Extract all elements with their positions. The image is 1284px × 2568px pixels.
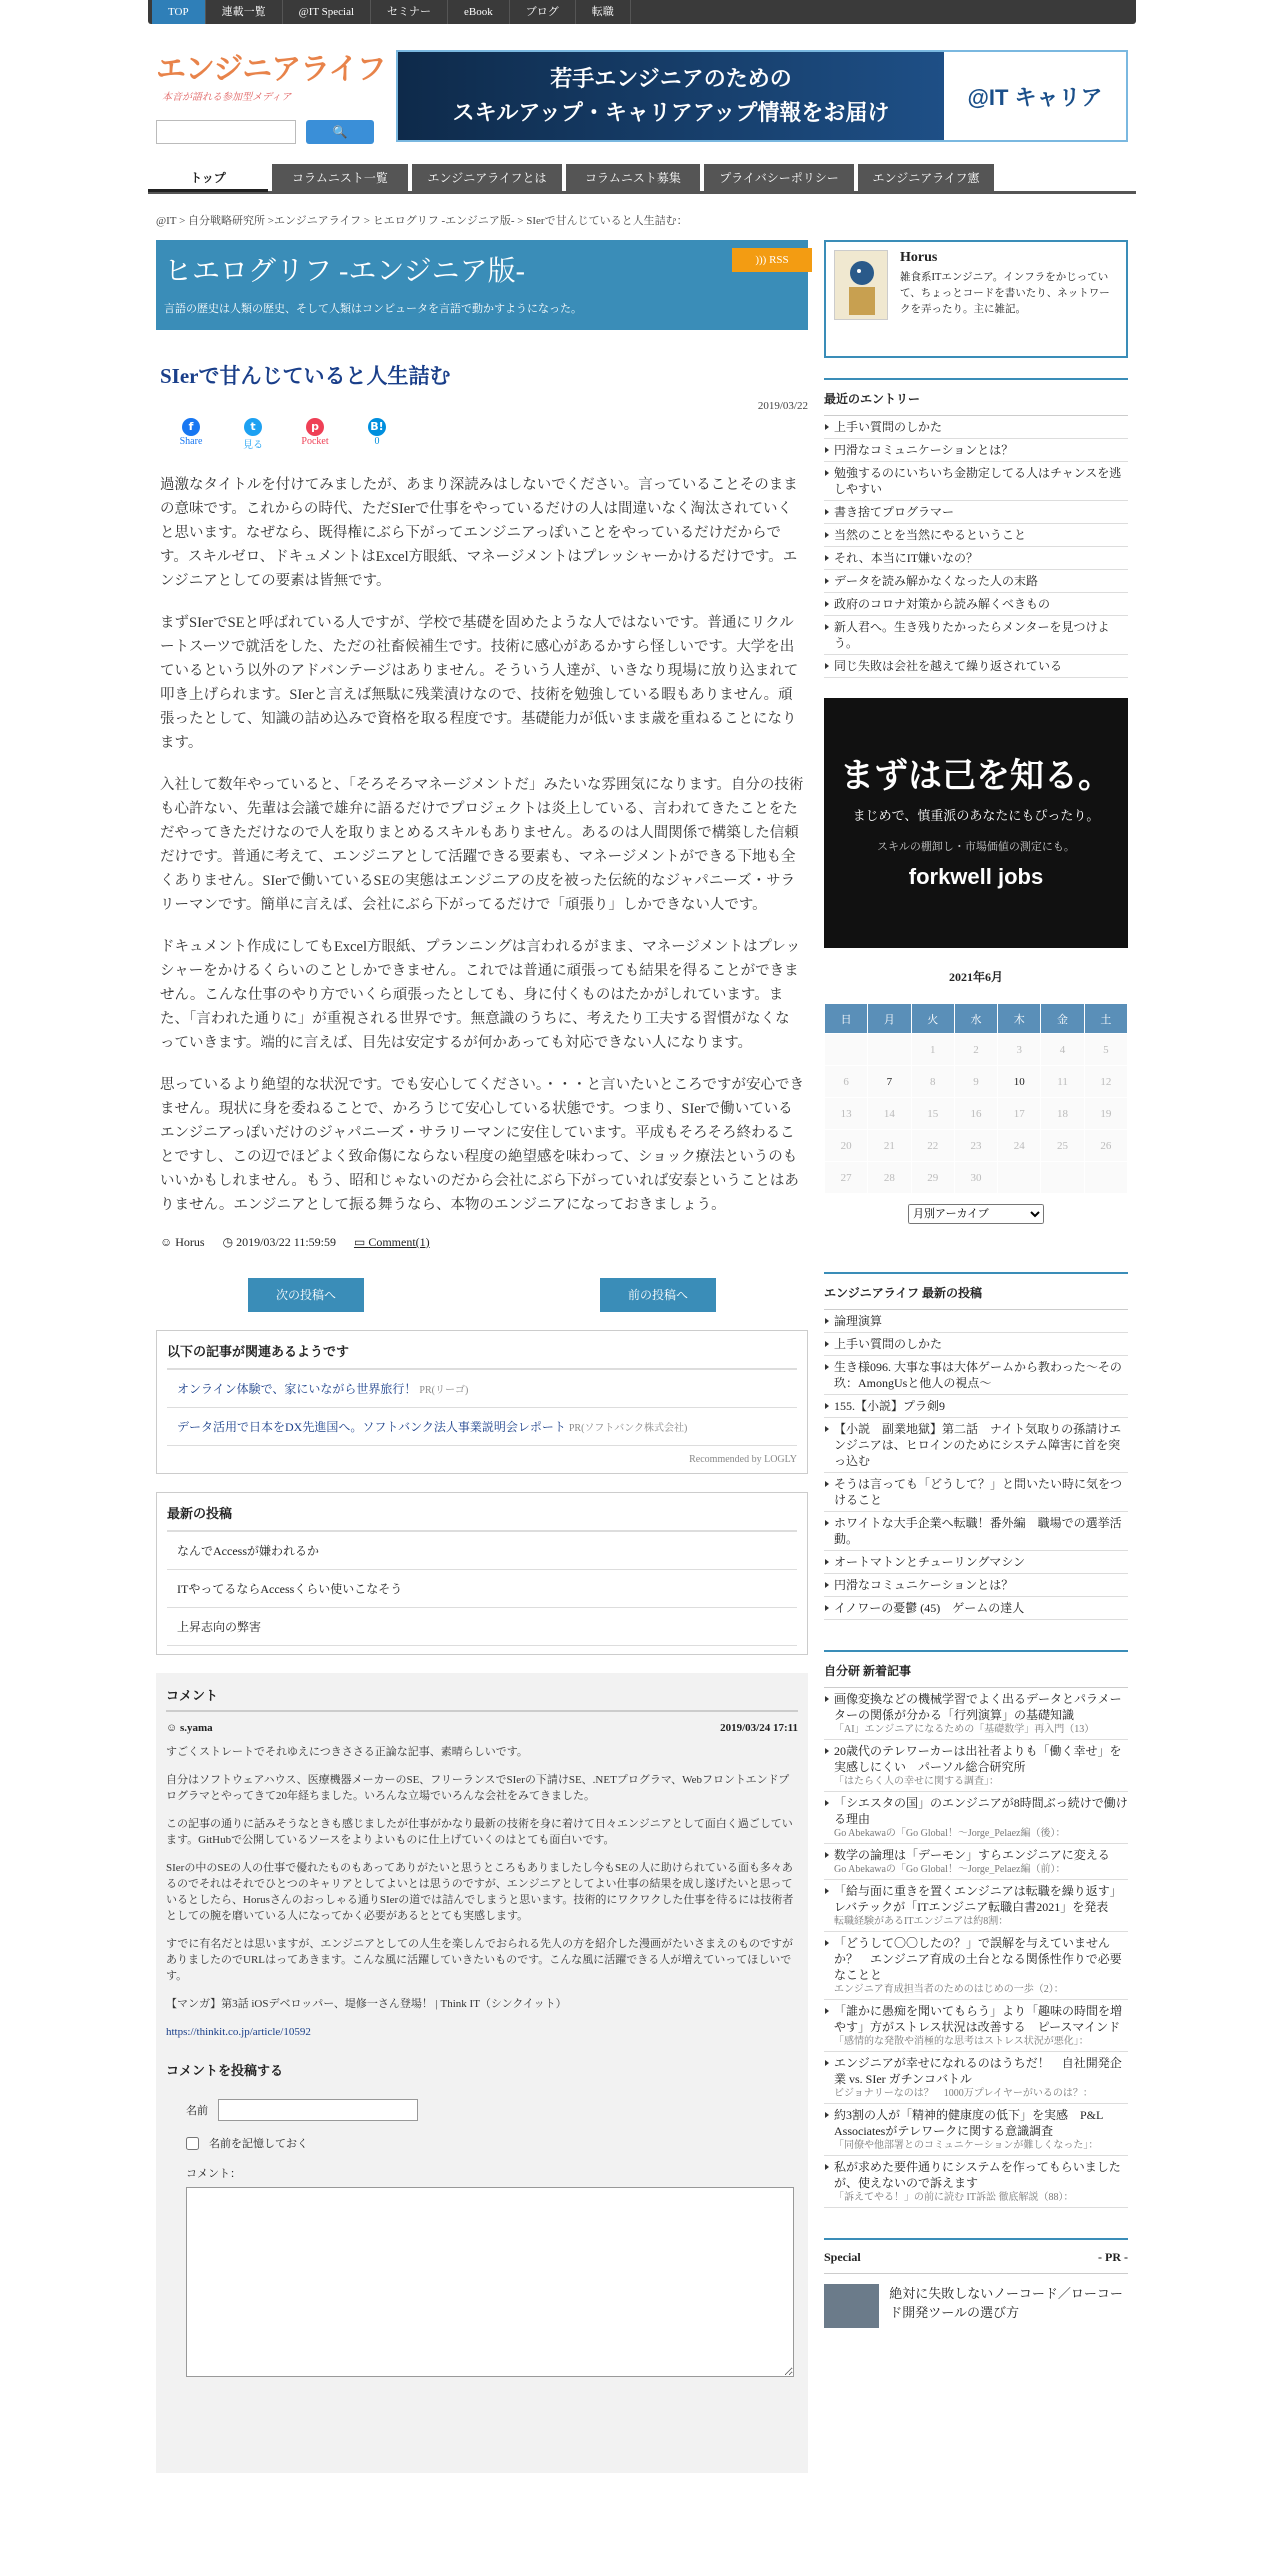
jibun-article-series: Go Abekawaの「Go Global！～Jorge_Pelaez編（前）： xyxy=(834,1864,1066,1875)
comment-label: コメント： xyxy=(186,2168,241,2180)
comment-paragraph: この記事の通りに話みそうなときも感じましたが仕事がかなり最新の技術を身に着けて日々エンジニアとして面白く過ごしています。GitHubで公開しているソースをよりよいものに仕上げていくのはとても面白いです。 xyxy=(166,1818,793,1846)
related-title: 以下の記事が関連あるようです xyxy=(167,1341,797,1370)
calendar-day: 9 xyxy=(954,1066,997,1098)
calendar-day: 17 xyxy=(998,1098,1041,1130)
jibun-article-series: Go Abekawaの「Go Global！～Jorge_Pelaez編（後）： xyxy=(834,1828,1066,1839)
rss-icon: ))) xyxy=(755,254,770,266)
special-section xyxy=(824,2238,1128,2328)
share-button[interactable] xyxy=(238,418,268,451)
latest-entry-link[interactable]: 円滑なコミュニケーションとは？ xyxy=(824,439,1128,462)
name-label: 名前 xyxy=(186,2105,208,2117)
logly-credit[interactable]: Recommended by LOGLY xyxy=(689,1454,797,1465)
calendar-day: 4 xyxy=(1041,1034,1084,1066)
calendar-day: 11 xyxy=(1041,1066,1084,1098)
jibun-article[interactable] xyxy=(824,2104,1128,2156)
calendar-weekday: 水 xyxy=(954,1004,997,1034)
jibun-article-series: 「感情的な発散や消極的な思考はストレス状況が悪化」： xyxy=(834,2036,1089,2047)
jibun-article-title[interactable]: 「どうして〇〇したの？」で誤解を与えていませんか？ エンジニア育成の土台となる関係性作りで必要なことと xyxy=(834,1936,1122,1982)
remember-label: 名前を記憶しておく xyxy=(209,2138,308,2150)
main-content xyxy=(156,240,808,2473)
calendar-day: 28 xyxy=(868,1162,911,1194)
recent-post-link[interactable]: ITやってるならAccessくらい使いこなそう xyxy=(167,1570,797,1608)
recent-post-link[interactable]: なんでAccessが嫌われるか xyxy=(167,1532,797,1570)
calendar-day: 21 xyxy=(868,1130,911,1162)
related-link[interactable]: データ活用で日本をDX先進国へ。ソフトバンク法人事業説明会レポート xyxy=(177,1420,566,1434)
post-author[interactable]: ☺ Horus xyxy=(160,1235,205,1249)
comment-paragraph: 自分はソフトウェアハウス、医療機器メーカーのSE、フリーランスでSIerの下請けSE、.NETプログラマ、Webフロントエンドプログラマとやってきて20年経ちました。いろんな立場でいろんな会社をみてきました。 xyxy=(166,1774,790,1802)
search-input[interactable] xyxy=(156,120,296,144)
comment-url[interactable]: https://thinkit.co.jp/article/10592 xyxy=(166,2026,311,2038)
calendar-day: 18 xyxy=(1041,1098,1084,1130)
jibun-article[interactable] xyxy=(824,1688,1128,1740)
special-item[interactable]: 絶対に失敗しないノーコード／ローコード開発ツールの選び方 xyxy=(889,2286,1123,2320)
topnav-item[interactable]: TOP xyxy=(152,0,206,24)
jibun-article-series: 「AI」エンジニアになるための「基礎数学」再入門（13） xyxy=(834,1724,1095,1735)
calendar-day xyxy=(998,1162,1041,1194)
post-paragraph: 思っているより絶望的な状況です。でも安心してください。・・・と言いたいところですが安心できません。現状に身を委ねることで、かろうじて安心している状態です。つまり、SIerで働いているエンジニアっぽいだけのジャパニーズ・サラリーマンに安住しています。平成もそろそろ終わることですし、この辺でほどよく致命傷にならない程度の絶望感を味わって、ショック療法というのもいいかもしれません。もう、昭和じゃないのだから会社にぶら下がっていれば安泰ということはありません。エンジニアとして振る舞うなら、本物のエンジニアになっておきましょう。 xyxy=(160,1077,804,1213)
post-meta xyxy=(156,1235,808,1250)
latest-entry-link[interactable]: それ、本当にIT嫌いなの？ xyxy=(824,547,1128,570)
jibun-article[interactable] xyxy=(824,2052,1128,2104)
calendar-day: 29 xyxy=(911,1162,954,1194)
calendar-title: 2021年6月 xyxy=(948,970,1003,984)
latest-entry-link[interactable]: 勉強するのにいちいち金勘定してる人はチャンスを逃しやすい xyxy=(824,462,1128,501)
jibun-article[interactable] xyxy=(824,1844,1128,1880)
post-paragraph: まずSIerでSEと呼ばれている人ですが、学校で基礎を固めたような人ではないです。普通にリクルートスーツで就活をした、ただの社畜候補生です。技術に感心があるかすら怪しいです。大学を出ているという以外のアドバンテージはありません。そういう人達が、いきなり現場に放り込まれて叩き上げられます。SIerと言えば無駄に残業漬けなので、技術を勉強している暇もありません。頑張ったとして、知識の詰め込みで資格を取る程度です。基礎能力が低いまま歳を重ねることになります。 xyxy=(160,615,799,751)
jibun-article-title[interactable]: 20歳代のテレワーカーは出社者よりも「働く幸せ」を実感しにくい パーソル総合研究所 xyxy=(834,1744,1122,1774)
comment-date: 2019/03/24 17:11 xyxy=(720,1722,798,1734)
calendar-day: 13 xyxy=(825,1098,868,1130)
latest-entries xyxy=(824,378,1128,678)
latest-entry-link[interactable]: 当然のことを当然にやるということ xyxy=(824,524,1128,547)
el-post-link[interactable]: 論理演算 xyxy=(824,1310,1128,1333)
logo-subtitle: 本音が語れる参加型メディア xyxy=(162,92,292,103)
name-input[interactable] xyxy=(218,2099,418,2121)
latest-entry-link[interactable]: 政府のコロナ対策から読み解くべきもの xyxy=(824,593,1128,616)
el-post-link[interactable]: ホワイトな大手企業へ転職！番外編 職場での選挙活動。 xyxy=(824,1512,1128,1551)
post-date: 2019/03/22 xyxy=(757,400,808,412)
jibun-article-series: エンジニア育成担当者のためのはじめの一歩（2）： xyxy=(834,1984,1064,1995)
calendar-day: 19 xyxy=(1084,1098,1127,1130)
latest-entry-link[interactable]: データを読み解かなくなった人の末路 xyxy=(824,570,1128,593)
jibun-article-title[interactable]: 私が求めた要件通りにシステムを作ってもらいましたが、使えないので訴えます xyxy=(834,2160,1121,2190)
ad-brand: forkwell jobs xyxy=(908,863,1044,889)
blog-subtitle: 言語の歴史は人類の歴史、そして人類はコンピュータを言語で動かすようになった。 xyxy=(164,303,582,315)
comment-paragraph: すでに有名だとは思いますが、エンジニアとしての人生を楽しんでおられる先人の方を紹介した漫画がたいさまえのものですがありましたのでURLはってあきます。こんな風に活躍していきたいものです。こんな風に活躍できる人が増えていってほしいです。 xyxy=(166,1938,794,1982)
calendar-day xyxy=(1041,1162,1084,1194)
career-banner[interactable] xyxy=(396,50,1128,142)
calendar-day: 23 xyxy=(954,1130,997,1162)
calendar-day xyxy=(1084,1162,1127,1194)
jibun-article-series: 「同僚や他部署とのコミュニケーションが難しくなった」： xyxy=(834,2140,1099,2151)
jibun-title: 自分研 新着記事 xyxy=(824,1652,1128,1688)
rss-button[interactable] xyxy=(732,248,812,272)
comments-title: コメント xyxy=(166,1685,798,1712)
comment-link[interactable]: ▭ Comment(1) xyxy=(353,1235,430,1249)
logo-text: エンジニアライフ xyxy=(156,52,386,87)
jibun-article-title[interactable]: 「給与面に重きを置くエンジニアは転職を繰り返す」 レバテックが「ITエンジニア転職白書2021」を発表 xyxy=(834,1884,1128,1914)
calendar-day: 8 xyxy=(911,1066,954,1098)
post-paragraph: ドキュメント作成にしてもExcel方眼紙、プランニングは言われるがまま、マネージメントはプレッシャーをかけるくらいのことしかできません。これでは普通に頑張っても結果を得ることができません。こんな仕事のやり方でいくら頑張ったとしても、身に付くものはたかがしれています。また、「言われた通りに」が重視される世界です。無意識のうちに、考えたり工夫する習慣がなくなっていきます。端的に言えば、目先は安定するが何かあっても対応できない人になります。 xyxy=(160,939,801,1051)
comment-textarea[interactable] xyxy=(186,2187,794,2377)
calendar-day: 3 xyxy=(998,1034,1041,1066)
comment-author: ☺ s.yama xyxy=(166,1722,213,1734)
calendar-weekday: 金 xyxy=(1041,1004,1084,1034)
form-title: コメントを投稿する xyxy=(166,2063,284,2078)
jibun-article-series: 「はたらく人の幸せに関する調査」： xyxy=(834,1776,999,1787)
share-icon: p xyxy=(306,418,324,436)
jibun-article-series: 転職経験があるITエンジニアは約8割： xyxy=(834,1916,1009,1927)
el-post-link[interactable]: オートマトンとチューリングマシン xyxy=(824,1551,1128,1574)
calendar-day: 5 xyxy=(1084,1034,1127,1066)
recent-title: 最新の投稿 xyxy=(167,1503,797,1532)
share-icon: f xyxy=(182,418,200,436)
calendar xyxy=(824,968,1128,1194)
comments-section xyxy=(156,1673,808,2473)
related-item[interactable] xyxy=(167,1408,797,1446)
share-label: Pocket xyxy=(301,436,329,447)
jibun-article-title[interactable]: 「誰かに愚痴を聞いてもらう」より「趣味の時間を増やす」方がストレス状況は改善する ピースマインド xyxy=(834,2004,1123,2034)
topnav-item[interactable]: ブログ xyxy=(510,0,576,24)
ad-caption: スキルの棚卸し・市場価値の測定にも。 xyxy=(877,840,1075,853)
archive-select[interactable] xyxy=(908,1204,1044,1224)
el-post-link[interactable]: イノワーの憂鬱 (45) ゲームの達人 xyxy=(824,1597,1128,1620)
calendar-day: 6 xyxy=(825,1066,868,1098)
calendar-weekday: 土 xyxy=(1084,1004,1127,1034)
jibun-article[interactable] xyxy=(824,2000,1128,2052)
author-name[interactable]: Horus xyxy=(900,250,938,265)
calendar-weekday: 日 xyxy=(825,1004,868,1034)
calendar-day: 14 xyxy=(868,1098,911,1130)
horus-icon xyxy=(835,251,889,321)
calendar-day[interactable]: 7 xyxy=(868,1066,911,1098)
post-paragraph: 過激なタイトルを付けてみましたが、あまり深読みはしないでください。言っていることそのままの意味です。これからの時代、ただSIerで仕事をやっているだけの人は間違いなく淘汰されていくと思います。なぜなら、既得権にぶら下がってエンジニアっぽいことをやっているだけだからです。スキルゼロ、ドキュメントはExcel方眼紙、マネージメントはプレッシャーかけるだけです。エンジニアとしての要素は皆無です。 xyxy=(160,477,798,589)
calendar-day: 1 xyxy=(911,1034,954,1066)
el-post-link[interactable]: 円滑なコミュニケーションとは？ xyxy=(824,1574,1128,1597)
author-avatar[interactable] xyxy=(834,250,888,320)
el-latest-posts xyxy=(824,1272,1128,1620)
calendar-day: 12 xyxy=(1084,1066,1127,1098)
jibun-article-title[interactable]: 約3割の人が「精神的健康度の低下」を実感 P&L Associatesがテレワークに関する意識調査 xyxy=(834,2108,1103,2138)
site-logo[interactable] xyxy=(156,44,386,118)
el-post-link[interactable]: 155.【小説】プラ剣9 xyxy=(824,1395,1128,1418)
blog-title[interactable]: ヒエログリフ -エンジニア版- xyxy=(164,256,525,287)
post-title: SIerで甘んじていると人生詰む xyxy=(160,364,451,388)
post-timestamp: ◷ 2019/03/22 11:59:59 xyxy=(222,1235,336,1249)
recent-posts xyxy=(156,1492,808,1655)
el-post-link[interactable]: そうは言っても「どうして？」と問いたい時に気をつけること xyxy=(824,1473,1128,1512)
author-desc: 雑食系ITエンジニア。インフラをかじっていて、ちょっとコードを書いたり、ネットワークを弄ったり。主に雑記。 xyxy=(900,272,1110,315)
next-post-button[interactable]: 次の投稿へ xyxy=(248,1278,364,1312)
latest-entry-link[interactable]: 書き捨てプログラマー xyxy=(824,501,1128,524)
mainnav-item[interactable]: エンジニアライフ憲章 xyxy=(858,164,994,192)
topnav-item[interactable]: セミナー xyxy=(371,0,448,24)
calendar-day: 2 xyxy=(954,1034,997,1066)
comment-paragraph: 【マンガ】第3話 iOSデベロッパー、堤修一さん登場！ | Think IT（シンクイット） xyxy=(166,1998,567,2010)
calendar-day[interactable]: 10 xyxy=(998,1066,1041,1098)
calendar-day: 16 xyxy=(954,1098,997,1130)
breadcrumb[interactable]: @IT > 自分戦略研究所 >エンジニアライフ > ヒエログリフ -エンジニア版- > SIerで甘んじていると人生詰む： xyxy=(156,215,688,227)
ad-headline: まずは己を知る。 xyxy=(840,757,1112,795)
latest-entry-link[interactable]: 新人君へ。生き残りたかったらメンターを見つけよう。 xyxy=(824,616,1128,655)
jibun-article-title[interactable]: エンジニアが幸せになれるのはうちだ！ 自社開発企業 vs. SIer ガチンコバトル xyxy=(834,2056,1122,2086)
banner-line1: 若手エンジニアのための xyxy=(550,66,792,91)
share-label: 見る xyxy=(243,440,263,451)
jibun-article[interactable] xyxy=(824,1932,1128,2000)
jibun-article-series: ビジョナリーなのは？ 1000万プレイヤーがいるのは？： xyxy=(834,2088,1093,2099)
calendar-day xyxy=(825,1034,868,1066)
banner-line2: スキルアップ・キャリアアップ情報をお届け xyxy=(452,100,890,125)
jibun-article[interactable] xyxy=(824,2156,1128,2208)
related-item[interactable] xyxy=(167,1370,797,1408)
share-buttons xyxy=(156,418,808,451)
comment-text xyxy=(166,1744,798,2012)
rss-label: RSS xyxy=(769,254,789,266)
special-title: Special xyxy=(824,2250,861,2264)
search-button[interactable]: 🔍 xyxy=(306,120,374,144)
calendar-day: 26 xyxy=(1084,1130,1127,1162)
blog-header xyxy=(156,240,808,330)
author-profile xyxy=(824,240,1128,358)
share-label: Share xyxy=(179,436,203,447)
el-latest-title: エンジニアライフ 最新の投稿 xyxy=(824,1274,1128,1310)
calendar-day: 22 xyxy=(911,1130,954,1162)
related-pr: PR(リーゴ) xyxy=(419,1385,469,1396)
related-pr: PR(ソフトバンク株式会社) xyxy=(568,1423,688,1434)
jibun-article[interactable] xyxy=(824,1880,1128,1932)
jibun-article-title[interactable]: 画像変換などの機械学習でよく出るデータとパラメーターの関係が分かる「行列演算」の基礎知識 xyxy=(834,1692,1122,1722)
calendar-day: 27 xyxy=(825,1162,868,1194)
calendar-weekday: 火 xyxy=(911,1004,954,1034)
mainnav-item[interactable]: トップ xyxy=(148,164,268,192)
share-button[interactable] xyxy=(362,418,392,451)
el-post-link[interactable]: 【小説 副業地獄】第二話 ナイト気取りの孫請けエンジニアは、ヒロインのためにシステム障害に首を突っ込む xyxy=(824,1418,1128,1473)
latest-title: 最近のエントリー xyxy=(824,380,1128,416)
forkwell-ad[interactable] xyxy=(824,698,1128,948)
comment-paragraph: SIerの中のSEの人の仕事で優れたものもあってありがたいと思うところもありましたし今もSEの人に助けられている面も多々あるのでそれはそれでひとつのキャリアとしてよいとは思うのですが、エンジニアとしてよい仕事の結果を成し遂げたいと思っているとしたら、Horusさんのおっしゃる通りSIerの道では詰んでしまうと思います。技術的にワクワクした仕事を待るには技術者としての腕を磨いている人になってかく必要があるととても実感します。 xyxy=(166,1862,794,1922)
calendar-day: 30 xyxy=(954,1162,997,1194)
jibun-article-title[interactable]: 「シエスタの国」のエンジニアが8時間ぶっ続けで働ける理由 xyxy=(834,1796,1128,1826)
latest-entry-link[interactable]: 同じ失敗は会社を越えて繰り返されている xyxy=(824,655,1128,678)
jibun-article-series: 「訴えてやる！」の前に読む IT訴訟 徹底解説（88）： xyxy=(834,2192,1074,2203)
topnav-item[interactable]: @IT Special xyxy=(283,0,371,24)
share-button[interactable] xyxy=(300,418,330,451)
el-post-link[interactable]: 生き様096. 大事な事は大体ゲームから教わった～その玖：AmongUsと他人の視点～ xyxy=(824,1356,1128,1395)
calendar-weekday: 木 xyxy=(998,1004,1041,1034)
jibun-article-title[interactable]: 数学の論理は「デーモン」すらエンジニアに変える xyxy=(834,1848,1110,1862)
latest-entry-link[interactable]: 上手い質問のしかた xyxy=(824,416,1128,439)
jibun-article[interactable] xyxy=(824,1740,1128,1792)
post-paragraph: 入社して数年やっていると、「そろそろマネージメントだ」みたいな雰囲気になります。自分の技術も心許ない、先輩は会議で雄弁に語るだけでプロジェクトは炎上している、言われてきたことをただやってきただけなので人を取りまとめるスキルもありません。あるのは人間関係で構築した信頼だけです。普通に考えて、エンジニアとして活躍できる要素も、マネージメントができる下地も全くありません。SIerで働いているSEの実態はエンジニアの皮を被った伝統的なジャパニーズ・サラリーマンです。簡単に言えば、会社にぶら下がってるだけで「頑張り」しかできない人です。 xyxy=(160,777,804,913)
mainnav-item[interactable]: コラムニスト募集 xyxy=(566,164,700,192)
calendar-day: 25 xyxy=(1041,1130,1084,1162)
jibun-new-articles xyxy=(824,1650,1128,2208)
share-icon: B! xyxy=(368,418,386,436)
comment-paragraph: すごくストレートでそれゆえにつきささる正論な記事、素晴らしいです。 xyxy=(166,1746,528,1758)
share-label: 0 xyxy=(374,436,380,447)
recent-post-link[interactable]: 上昇志向の弊害 xyxy=(167,1608,797,1646)
calendar-day: 20 xyxy=(825,1130,868,1162)
special-pr: - PR - xyxy=(1098,2250,1128,2264)
share-button[interactable] xyxy=(176,418,206,451)
share-icon: t xyxy=(244,418,262,436)
remember-checkbox[interactable] xyxy=(186,2137,199,2150)
calendar-day: 24 xyxy=(998,1130,1041,1162)
el-post-link[interactable]: 上手い質問のしかた xyxy=(824,1333,1128,1356)
related-link[interactable]: オンライン体験で、家にいながら世界旅行！ xyxy=(177,1382,417,1396)
special-thumbnail[interactable] xyxy=(824,2284,879,2328)
mainnav-item[interactable]: エンジニアライフとは xyxy=(412,164,562,192)
sidebar xyxy=(824,240,1128,2328)
top-nav xyxy=(148,0,1136,24)
topnav-item[interactable]: 転職 xyxy=(576,0,631,24)
calendar-day xyxy=(868,1034,911,1066)
topnav-item[interactable]: eBook xyxy=(448,0,510,24)
main-nav xyxy=(148,164,1136,213)
mainnav-item[interactable]: コラムニスト一覧 xyxy=(272,164,408,192)
calendar-weekday: 月 xyxy=(868,1004,911,1034)
topnav-item[interactable]: 連載一覧 xyxy=(206,0,283,24)
prev-post-button[interactable]: 前の投稿へ xyxy=(600,1278,716,1312)
post-body xyxy=(156,473,808,1217)
ad-subline: まじめで、慎重派のあなたにもぴったり。 xyxy=(852,807,1100,823)
banner-brand: @IT キャリア xyxy=(967,84,1103,110)
related-articles xyxy=(156,1330,808,1474)
jibun-article[interactable] xyxy=(824,1792,1128,1844)
mainnav-item[interactable]: プライバシーポリシー xyxy=(704,164,854,192)
comment-form xyxy=(166,2060,798,2381)
calendar-day: 15 xyxy=(911,1098,954,1130)
pager xyxy=(156,1278,808,1312)
site-header xyxy=(148,40,1136,140)
